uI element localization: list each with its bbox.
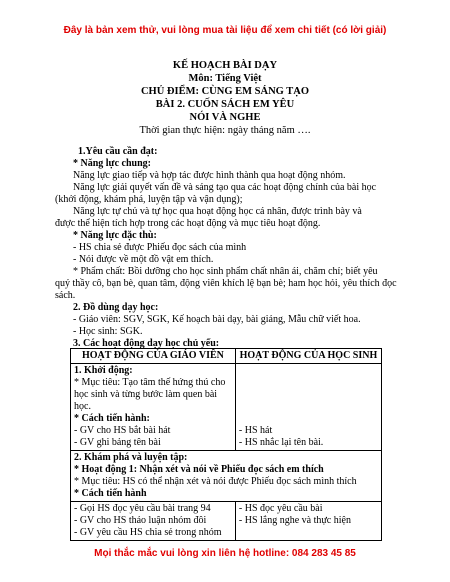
- doc-title: KẾ HOẠCH BÀI DẠY: [172, 60, 278, 71]
- section-line: NÓI VÀ NGHE: [189, 112, 261, 123]
- text-line: - Nói được về một đồ vật em thích.: [73, 254, 214, 265]
- row-procedure: * Cách tiến hành:: [74, 413, 150, 424]
- heading-requirements: 1.Yêu cầu cần đạt:: [78, 146, 158, 157]
- row-title: 2. Khám phá và luyện tập:: [74, 452, 188, 463]
- theme-line: CHỦ ĐIỂM: CÙNG EM SÁNG TẠO: [140, 86, 310, 97]
- teacher-step: - GV ghi bảng tên bài: [74, 437, 161, 448]
- student-step: - HS đọc yêu cầu bài: [238, 503, 323, 514]
- row-goal: * Mục tiêu: HS có thể nhận xét và nói được Phiếu đọc sách mình thích: [74, 476, 357, 487]
- teacher-step: - GV cho HS bắt bài hát: [74, 425, 171, 436]
- teacher-step: - GV yêu cầu HS chia sẻ trong nhóm: [74, 527, 222, 538]
- column-header-teacher: HOẠT ĐỘNG CỦA GIÁO VIÊN: [71, 349, 236, 364]
- teacher-step: - GV cho HS thảo luận nhóm đôi: [74, 515, 207, 526]
- text-line: - Học sinh: SGK.: [73, 326, 143, 337]
- row-title: 1. Khởi động:: [74, 365, 133, 376]
- heading-activities: 3. Các hoạt động dạy học chủ yếu:: [73, 338, 220, 349]
- student-step: - HS lắng nghe và thực hiện: [238, 515, 351, 526]
- text-line: quý thầy cô, bạn bè, quan tâm, động viên khích lệ bạn bè; ham học hỏi, yêu thích đọc: [55, 278, 397, 289]
- teacher-step: - Gọi HS đọc yêu cầu bài trang 94: [74, 503, 211, 514]
- heading-materials: 2. Đồ dùng dạy học:: [73, 302, 159, 313]
- text-line: (khởi động, khám phá, luyện tập và vận dụng);: [55, 194, 243, 205]
- row-procedure: * Cách tiến hành: [74, 488, 147, 499]
- table-row: [71, 502, 382, 541]
- date-line: Thời gian thực hiện: ngày tháng năm ….: [139, 125, 311, 136]
- text-line: - Giáo viên: SGV, SGK, Kế hoạch bài dạy, bài giảng, Mẫu chữ viết hoa.: [73, 314, 361, 325]
- table-row: [71, 451, 382, 502]
- hotline-banner: Mọi thắc mắc vui lòng xin liên hệ hotline: 084 283 45 85: [94, 548, 356, 559]
- text-line: * Phẩm chất: Bồi dưỡng cho học sinh phẩm chất nhân ái, chăm chỉ; biết yêu: [73, 266, 378, 277]
- text-line: Năng lực giải quyết vấn đề và sáng tạo qua các hoạt động chính của bài học: [73, 182, 377, 193]
- column-header-student: HOẠT ĐỘNG CỦA HỌC SINH: [235, 349, 381, 364]
- text-line: được thể hiện tích hợp trong các hoạt động và mục tiêu hoạt động.: [55, 218, 321, 229]
- heading-general-competence: * Năng lực chung:: [73, 158, 151, 169]
- table-row: [71, 364, 382, 451]
- activities-table: [70, 348, 382, 541]
- row-goal: * Mục tiêu: Tạo tâm thế hứng thú cho học sinh và từng bước làm quen bài học.: [74, 377, 226, 412]
- heading-specific-competence: * Năng lực đặc thù:: [73, 230, 157, 241]
- student-step: - HS hát: [238, 425, 273, 436]
- text-line: Năng lực tự chủ và tự học qua hoạt động học cá nhân, được trình bày và: [73, 206, 362, 217]
- text-line: Năng lực giao tiếp và hợp tác được hình thành qua hoạt động nhóm.: [73, 170, 346, 181]
- text-line: - HS chia sẻ được Phiếu đọc sách của mình: [73, 242, 247, 253]
- preview-banner: Đây là bản xem thử, vui lòng mua tài liệu để xem chi tiết (có lời giải): [63, 25, 387, 36]
- text-line: sách.: [55, 290, 76, 301]
- student-step: - HS nhắc lại tên bài.: [238, 437, 324, 448]
- lesson-line: BÀI 2. CUỐN SÁCH EM YÊU: [155, 99, 295, 110]
- subject-line: Môn: Tiếng Việt: [188, 73, 262, 84]
- activity-heading: * Hoạt động 1: Nhận xét và nói về Phiếu đọc sách em thích: [74, 464, 324, 475]
